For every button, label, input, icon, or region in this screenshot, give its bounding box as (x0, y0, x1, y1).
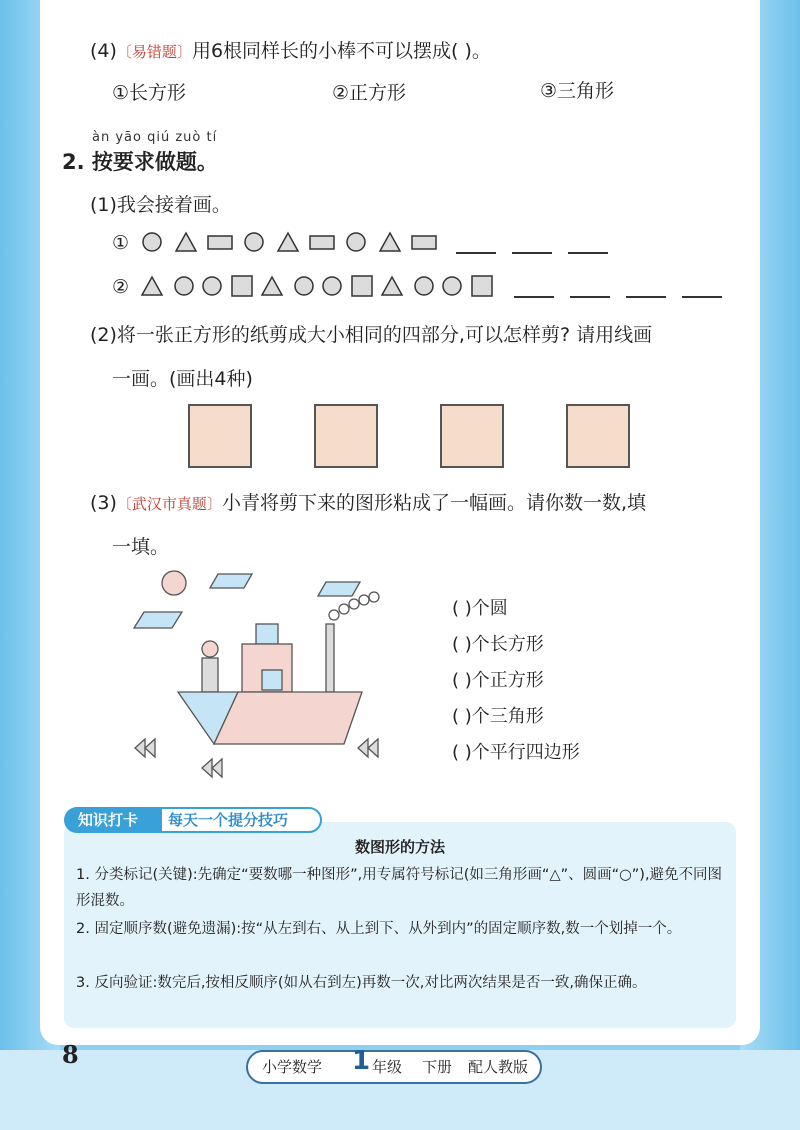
rectangle-shape (208, 236, 232, 249)
wave-triangle (212, 759, 222, 777)
p3-text: 小青将剪下来的图形粘成了一幅画。请你数一数,填 (221, 492, 646, 514)
page-number: 8 (62, 1040, 79, 1069)
tips-tab-subtitle: 每天一个提分技巧 (160, 807, 322, 833)
tip-item-2: 2. 固定顺序数(避免遗漏):按“从左到右、从上到下、从外到内”的固定顺序数,数一个划掉一个。 (76, 921, 682, 937)
footer-term: 下册 (422, 1058, 453, 1076)
rectangle-shape (412, 236, 436, 249)
circle-shape (245, 233, 263, 251)
p3-tag: 〔武汉市真题〕 (116, 495, 222, 513)
circle-shape (203, 277, 221, 295)
wave-triangle (358, 739, 368, 757)
p2-line1: (2)将一张正方形的纸剪成大小相同的四部分,可以怎样剪? 请用线画 (90, 324, 653, 346)
footer-grade: 年级 (372, 1058, 403, 1076)
wave-triangle (135, 739, 145, 757)
tips-tab-label: 知识打卡 (64, 807, 164, 833)
tips-title: 数图形的方法 (354, 838, 445, 856)
mast-rectangle (202, 658, 218, 692)
tip-item-1: 1. 分类标记(关键):先确定“要数哪一种图形”,用专属符号标记(如三角形画“△”、圆画“○”),避免不同图形混数。 (76, 867, 723, 909)
cabin-top-square (256, 624, 278, 644)
triangle-shape (262, 277, 282, 295)
mast-circle (202, 641, 218, 657)
hull-parallelogram (214, 692, 362, 744)
square-shape (352, 276, 372, 296)
square-shape (472, 276, 492, 296)
sun-circle (162, 571, 186, 595)
pattern-row-2 (140, 274, 510, 300)
smoke-circle (349, 599, 359, 609)
count-square-blank[interactable]: ( )个正方形 (452, 670, 544, 691)
triangle-shape (380, 233, 400, 251)
pattern-row-1 (140, 230, 450, 256)
q4-option-2[interactable]: ②正方形 (332, 82, 407, 104)
circle-shape (175, 277, 193, 295)
wave-triangle (368, 739, 378, 757)
cloud-parallelogram (134, 612, 182, 628)
tip-item-3: 3. 反向验证:数完后,按相反顺序(如从右到左)再数一次,对比两次结果是否一致,确保正确。 (76, 975, 647, 991)
triangle-shape (142, 277, 162, 295)
circle-shape (347, 233, 365, 251)
cloud-parallelogram (318, 582, 360, 596)
triangle-shape (278, 233, 298, 251)
circle-shape (323, 277, 341, 295)
smoke-circle (329, 610, 339, 620)
q4-label: (4) (90, 40, 117, 62)
circle-shape (415, 277, 433, 295)
answer-blank[interactable] (456, 252, 496, 254)
answer-blank[interactable] (568, 252, 608, 254)
window-square (262, 670, 282, 690)
answer-blank[interactable] (514, 296, 554, 298)
square-paper-4[interactable] (566, 404, 630, 468)
smoke-circle (369, 592, 379, 602)
rectangle-shape (310, 236, 334, 249)
square-paper-2[interactable] (314, 404, 378, 468)
q4-option-1[interactable]: ①长方形 (112, 82, 187, 104)
p3-line2: 一填。 (112, 536, 170, 558)
p1-row1-label: ① (112, 232, 130, 254)
smoke-circle (359, 595, 369, 605)
circle-shape (143, 233, 161, 251)
square-paper-1[interactable] (188, 404, 252, 468)
smoke-circle (339, 604, 349, 614)
footer-edition: 配人教版 (468, 1058, 529, 1076)
q4-tag: 〔易错题〕 (116, 43, 192, 61)
circle-shape (295, 277, 313, 295)
footer-book-info (246, 1046, 542, 1084)
answer-blank[interactable] (626, 296, 666, 298)
square-paper-3[interactable] (440, 404, 504, 468)
p3-line1 (90, 488, 646, 515)
answer-blank[interactable] (512, 252, 552, 254)
count-rectangle-blank[interactable]: ( )个长方形 (452, 634, 544, 655)
answer-blank[interactable] (682, 296, 722, 298)
section2-title: 2. 按要求做题。 (62, 150, 218, 174)
chimney-rectangle (326, 624, 334, 692)
count-parallelogram-blank[interactable]: ( )个平行四边形 (452, 742, 580, 763)
wave-triangle (202, 759, 212, 777)
p3-label: (3) (90, 492, 117, 514)
count-circle-blank[interactable]: ( )个圆 (452, 598, 508, 619)
p2-line2: 一画。(画出4种) (112, 368, 253, 390)
circle-shape (443, 277, 461, 295)
square-shape (232, 276, 252, 296)
footer-grade-number: 1 (352, 1046, 371, 1076)
q4-option-3[interactable]: ③三角形 (540, 80, 615, 102)
p1-title: (1)我会接着画。 (90, 194, 231, 216)
cloud-parallelogram (210, 574, 252, 588)
section2-pinyin: àn yāo qiú zuò tí (92, 130, 218, 145)
wave-triangle (145, 739, 155, 757)
answer-blank[interactable] (570, 296, 610, 298)
count-triangle-blank[interactable]: ( )个三角形 (452, 706, 544, 727)
ship-picture (130, 566, 400, 786)
q4-line (90, 36, 491, 63)
q4-text: 用6根同样长的小棒不可以摆成( )。 (191, 40, 491, 62)
triangle-shape (382, 277, 402, 295)
p1-row2-label: ② (112, 276, 130, 298)
footer-subject: 小学数学 (262, 1058, 323, 1076)
triangle-shape (176, 233, 196, 251)
